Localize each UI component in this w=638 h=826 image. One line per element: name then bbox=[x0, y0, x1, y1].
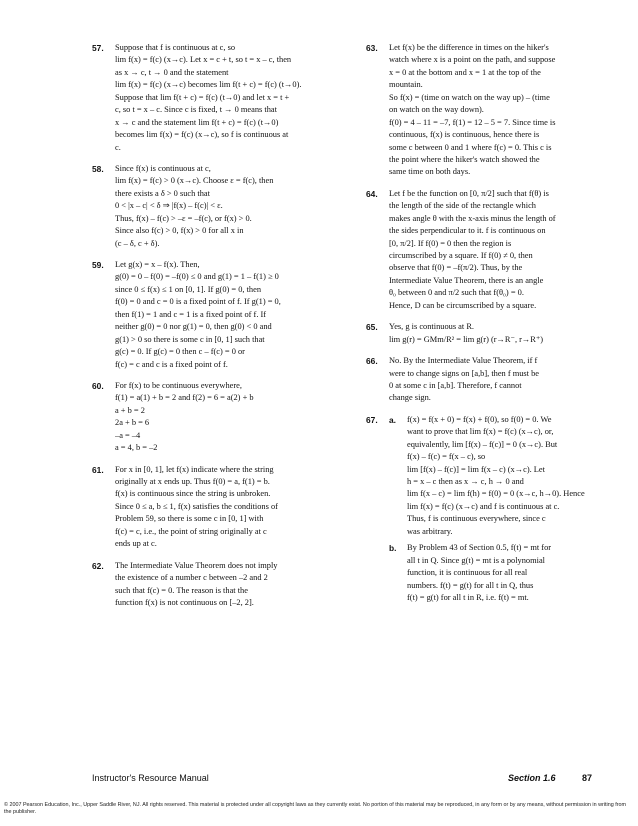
part-label: a. bbox=[389, 414, 396, 425]
problem-number: 60. bbox=[92, 380, 104, 391]
problem bbox=[366, 188, 602, 312]
solution-line: Let f be the function on [0, π/2] such that f(θ) is bbox=[389, 188, 549, 198]
solution-line: Intermediate Value Theorem, there is an angle bbox=[389, 275, 544, 285]
solution-line: observe that f(0) = –f(π/2). Thus, by the bbox=[389, 263, 523, 273]
problem bbox=[92, 42, 342, 154]
solution-line: [0, π/2]. If f(0) = 0 then the region is bbox=[389, 238, 512, 248]
solution-line: So f(x) = (time on watch on the way up) – (time bbox=[389, 92, 550, 102]
problem bbox=[366, 355, 602, 405]
solution-line: the length of the side of the rectangle which bbox=[389, 201, 536, 211]
problem bbox=[92, 380, 342, 455]
solution-line: Yes, g is continuous at R. bbox=[389, 322, 474, 332]
solution-line: makes angle θ with the x-axis minus the length of bbox=[389, 213, 556, 223]
solution-line: c. bbox=[115, 142, 121, 152]
solution-line: some c between 0 and 1 where f(c) = 0. This c is bbox=[389, 142, 552, 152]
solution-line: want to prove that lim f(x) = f(c) (x→c), or, bbox=[407, 427, 554, 437]
solution-line: all t in Q. Since g(t) = mt is a polynomial bbox=[407, 555, 546, 565]
solution-line: f(c) = c and c is a fixed point of f. bbox=[115, 359, 228, 369]
solution-line: becomes lim f(x) = f(c) (x→c), so f is continuous at bbox=[115, 130, 289, 140]
solution-line: The Intermediate Value Theorem does not imply bbox=[115, 560, 278, 570]
solution-line: a + b = 2 bbox=[115, 405, 145, 415]
solution-line: on watch on the way down). bbox=[389, 105, 484, 115]
problem-number: 66. bbox=[366, 356, 378, 367]
problem bbox=[92, 464, 342, 551]
solution-line: circumscribed by a square. If f(0) ≠ 0, then bbox=[389, 251, 533, 260]
solution-line: g(1) > 0 so there is some c in [0, 1] such that bbox=[115, 334, 265, 344]
solution-line: f(x) – f(c) = f(x – c), so bbox=[407, 452, 486, 462]
solution-line: same time on both days. bbox=[389, 167, 471, 177]
solution-line: f(0) = 4 – 11 = –7, f(1) = 12 – 5 = 7. Since time is bbox=[389, 117, 556, 127]
solution-line: ends up at c. bbox=[115, 539, 157, 549]
solution-line: Thus, f is continuous everywhere, since c bbox=[407, 514, 546, 524]
problem bbox=[92, 259, 342, 371]
solution-line: change sign. bbox=[389, 393, 431, 403]
solution-line: were to change signs on [a,b], then f must be bbox=[389, 368, 540, 378]
problem-number: 61. bbox=[92, 464, 104, 475]
solution-line: as x → c, t → 0 and the statement bbox=[115, 67, 229, 77]
solution-line: lim f(x – c) = lim f(h) = f(0) = 0 (x→c, h→0). Hence bbox=[407, 489, 585, 499]
solution-line: such that f(c) = 0. The reason is that the bbox=[115, 585, 248, 595]
footer-section: Section 1.6 bbox=[508, 773, 556, 783]
right-column bbox=[366, 42, 602, 613]
part-label: b. bbox=[389, 543, 397, 554]
solution-line: Thus, f(x) – f(c) > –ε = –f(c), or f(x) > 0. bbox=[115, 213, 252, 223]
solution-line: –a = –4 bbox=[115, 430, 141, 440]
solution-line: Let g(x) = x – f(x). Then, bbox=[115, 260, 200, 269]
solution-line: lim g(r) = GMm/R² = lim g(r) (r→R⁻, r→R⁺) bbox=[389, 334, 544, 344]
solution-line: No. By the Intermediate Value Theorem, if f bbox=[389, 356, 538, 366]
solution-line: function f(x) is not continuous on [–2, 2]. bbox=[115, 597, 254, 607]
solution-line: x → c and the statement lim f(t + c) = f(c) (t→0) bbox=[115, 117, 279, 127]
problem bbox=[366, 42, 602, 179]
left-column bbox=[92, 42, 342, 618]
solution-line: g(c) = 0. If g(c) = 0 then c – f(c) = 0 or bbox=[115, 347, 245, 357]
problem bbox=[366, 321, 602, 346]
problem-number: 64. bbox=[366, 188, 378, 199]
solution-line: Since also f(c) > 0, f(x) > 0 for all x in bbox=[115, 226, 244, 236]
footer-manual-title: Instructor's Resource Manual bbox=[92, 773, 209, 783]
solution-line: continuous, f(x) is continuous, hence there is bbox=[389, 130, 540, 140]
solution-line: the sides perpendicular to it. f is continuous on bbox=[389, 226, 546, 236]
solution-line: equivalently, lim [f(x) – f(c)] = 0 (x→c). But bbox=[407, 439, 558, 449]
solution-line: neither g(0) = 0 nor g(1) = 0, then g(0) < 0 and bbox=[115, 322, 272, 332]
solution-line: since 0 ≤ f(x) ≤ 1 on [0, 1]. If g(0) = 0, then bbox=[115, 284, 262, 294]
solution-line: watch where x is a point on the path, and suppose bbox=[389, 55, 556, 65]
solution-line: 0 < |x – c| < δ ⇒ |f(x) – f(c)| < ε. bbox=[115, 201, 223, 211]
solution-line: originally at x ends up. Thus f(0) = a, f(1) = b. bbox=[115, 477, 270, 486]
solution-line: mountain. bbox=[389, 80, 423, 90]
solution-line: Suppose that f is continuous at c, so bbox=[115, 43, 236, 52]
solution-line: lim f(x) = f(c) (x→c) becomes lim f(t + c) = f(c) (t→0). bbox=[115, 80, 302, 90]
solution-line: lim f(x) = f(c) (x→c) and f is continuous at c. bbox=[407, 501, 560, 511]
solution-line: f(c) = c, i.e., the point of string originally at c bbox=[115, 526, 267, 536]
problem-number: 62. bbox=[92, 560, 104, 571]
solution-line: then f(1) = 1 and c = 1 is a fixed point of f. If bbox=[115, 309, 267, 319]
solution-line: Since 0 ≤ a, b ≤ 1, f(x) satisfies the conditions of bbox=[115, 501, 278, 511]
solution-line: Since f(x) is continuous at c, bbox=[115, 163, 211, 173]
solution-line: there exists a δ > 0 such that bbox=[115, 188, 210, 198]
solution-line: Suppose that lim f(t + c) = f(c) (t→0) and let x = t + bbox=[115, 92, 290, 102]
problem-number: 59. bbox=[92, 260, 104, 270]
problem-number: 65. bbox=[366, 322, 378, 333]
solution-line: f(1) = a(1) + b = 2 and f(2) = 6 = a(2) + b bbox=[115, 393, 254, 403]
solution-line: f(x) is continuous since the string is unbroken. bbox=[115, 489, 271, 499]
solution-line: f(x) = f(x + 0) = f(x) + f(0), so f(0) = 0. We bbox=[407, 414, 552, 424]
solution-line: the existence of a number c between –2 and 2 bbox=[115, 573, 268, 583]
copyright-notice: © 2007 Pearson Education, Inc., Upper Saddle River, NJ. All rights reserved. This material is protected under all copyright laws as they currently exist. No portion of this material may be reproduced, in any form or by any means, without permission in writing from the publisher. bbox=[4, 802, 626, 816]
solution-line: f(0) = 0 and c = 0 is a fixed point of f. If g(1) = 0, bbox=[115, 297, 281, 307]
problem-part bbox=[389, 414, 602, 538]
problem bbox=[92, 560, 342, 610]
solution-line: 0 at some c in [a,b]. Therefore, f cannot bbox=[389, 380, 522, 390]
solution-line: function, it is continuous for all real bbox=[407, 568, 528, 578]
solution-line: lim [f(x) – f(c)] = lim f(x – c) (x→c). Let bbox=[407, 464, 545, 474]
solution-line: Problem 59, so there is some c in [0, 1] with bbox=[115, 514, 264, 524]
solution-line: lim f(x) = f(c) > 0 (x→c). Choose ε = f(c), then bbox=[115, 176, 274, 186]
solution-line: For x in [0, 1], let f(x) indicate where the string bbox=[115, 464, 274, 474]
problem-number: 57. bbox=[92, 43, 104, 53]
solution-line: h = x – c then as x → c, h → 0 and bbox=[407, 477, 524, 486]
solution-line: Hence, D can be circumscribed by a square. bbox=[389, 300, 537, 310]
problem-number: 63. bbox=[366, 43, 378, 53]
solution-line: (c – δ, c + δ). bbox=[115, 238, 160, 248]
solution-line: c, so t = x – c. Since c is fixed, t → 0 means that bbox=[115, 105, 277, 115]
solution-line: g(0) = 0 – f(0) = –f(0) ≤ 0 and g(1) = 1 – f(1) ≥ 0 bbox=[115, 272, 279, 282]
problem bbox=[366, 414, 602, 605]
solution-line: x = 0 at the bottom and x = 1 at the top of the bbox=[389, 67, 541, 77]
solution-line: f(t) = g(t) for all t in R, i.e. f(t) = mt. bbox=[407, 592, 529, 602]
problem-number: 58. bbox=[92, 163, 104, 174]
solution-line: For f(x) to be continuous everywhere, bbox=[115, 380, 242, 390]
solution-line: Let f(x) be the difference in times on the hiker's bbox=[389, 43, 549, 52]
solution-line: 2a + b = 6 bbox=[115, 418, 150, 428]
solution-line: the point where the hiker's watch showed the bbox=[389, 154, 540, 164]
problem bbox=[92, 163, 342, 250]
problem-number: 67. bbox=[366, 414, 378, 425]
solution-line: a = 4, b = –2 bbox=[115, 443, 158, 453]
solution-line: θ₀ between 0 and π/2 such that f(θ₀) = 0. bbox=[389, 288, 524, 298]
problem-part bbox=[389, 542, 602, 604]
solution-line: numbers. f(t) = g(t) for all t in Q, thus bbox=[407, 580, 534, 590]
solution-line: lim f(x) = f(c) (x→c). Let x = c + t, so t = x – c, then bbox=[115, 55, 292, 65]
footer-page-number: 87 bbox=[582, 773, 593, 783]
solution-line: was arbitrary. bbox=[407, 526, 453, 536]
solution-line: By Problem 43 of Section 0.5, f(t) = mt for bbox=[407, 543, 552, 553]
